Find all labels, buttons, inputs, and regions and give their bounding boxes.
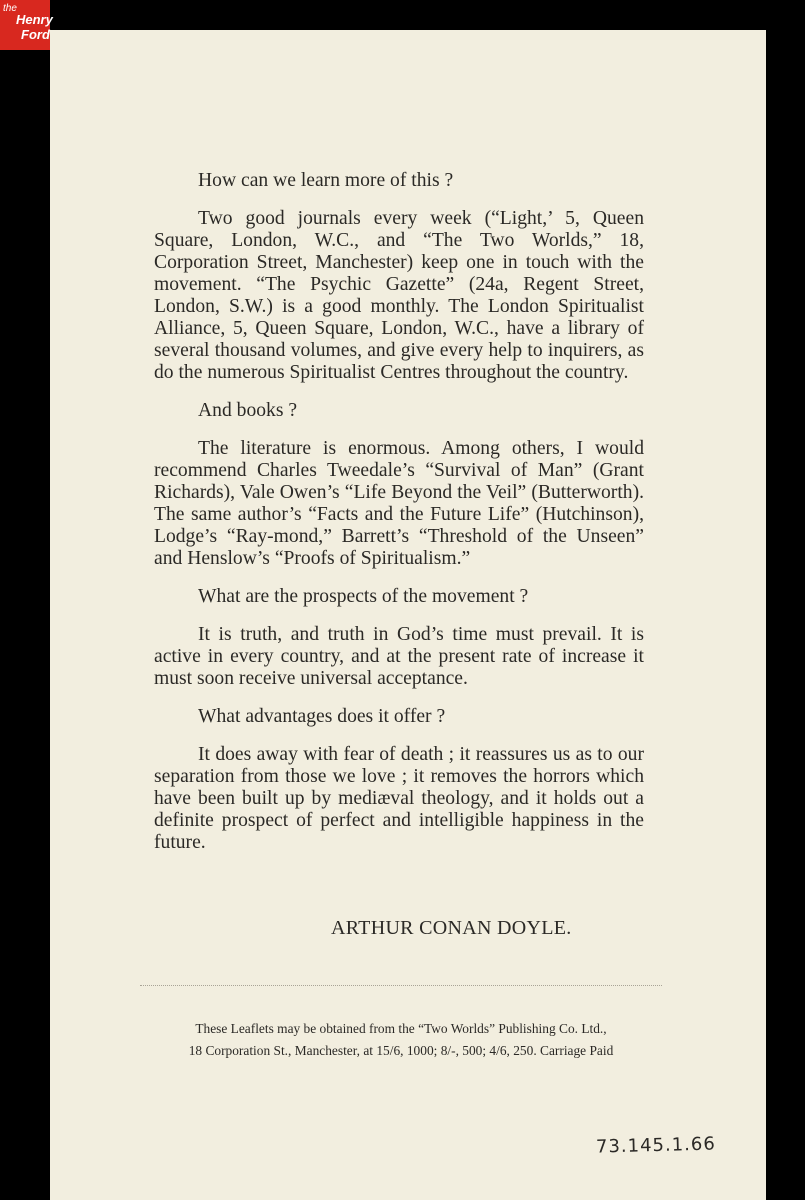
publisher-footer: [140, 1018, 662, 1062]
footer-line-2: 18 Corporation St., Manchester, at 15/6, 1000; 8/-, 500; 4/6, 250. Carriage Paid: [188, 1043, 614, 1058]
footer-line-1: These Leaflets may be obtained from the “Two Worlds” Publishing Co. Ltd.,: [195, 1021, 607, 1036]
question-heading: What advantages does it offer ?: [198, 706, 446, 727]
leaflet-page: [50, 30, 766, 1200]
answer-paragraph: It does away with fear of death ; it reassures us as to our separation from those we love ; it removes the horrors which have been built up by mediæval theology, and it holds out a definite prospect of perfect and intelligible happiness in the future.: [154, 744, 644, 853]
question-heading: How can we learn more of this ?: [198, 170, 454, 191]
accession-number: 73.145.1.66: [595, 1133, 717, 1158]
henry-ford-logo: the Henry Ford: [0, 0, 50, 50]
footer-divider: [140, 985, 662, 986]
leaflet-body: [154, 170, 644, 870]
answer-paragraph: The literature is enormous. Among others, I would recommend Charles Tweedale’s “Survival of Man” (Grant Richards), Vale Owen’s “Life Beyond the Veil” (Butterworth). The same author’s “Facts and the Future Life” (Hutchinson), Lodge’s “Ray-mond,” Barrett’s “Threshold of the Unseen” and Henslow’s “Proofs of Spiritualism.”: [154, 438, 644, 569]
answer-paragraph: Two good journals every week (“Light,’ 5, Queen Square, London, W.C., and “The Two Worlds,” 18, Corporation Street, Manchester) keep one in touch with the movement. “The Psychic Gazette” (24a, Regent Street, London, S.W.) is a good monthly. The London Spiritualist Alliance, 5, Queen Square, London, W.C., have a library of several thousand volumes, and give every help to inquirers, as do the numerous Spiritualist Centres throughout the country.: [154, 208, 644, 383]
question-heading: What are the prospects of the movement ?: [198, 586, 529, 607]
author-signature: ARTHUR CONAN DOYLE.: [331, 917, 572, 939]
question-heading: And books ?: [198, 400, 298, 421]
answer-paragraph: It is truth, and truth in God’s time must prevail. It is active in every country, and at the present rate of increase it must soon receive universal acceptance.: [154, 624, 644, 689]
